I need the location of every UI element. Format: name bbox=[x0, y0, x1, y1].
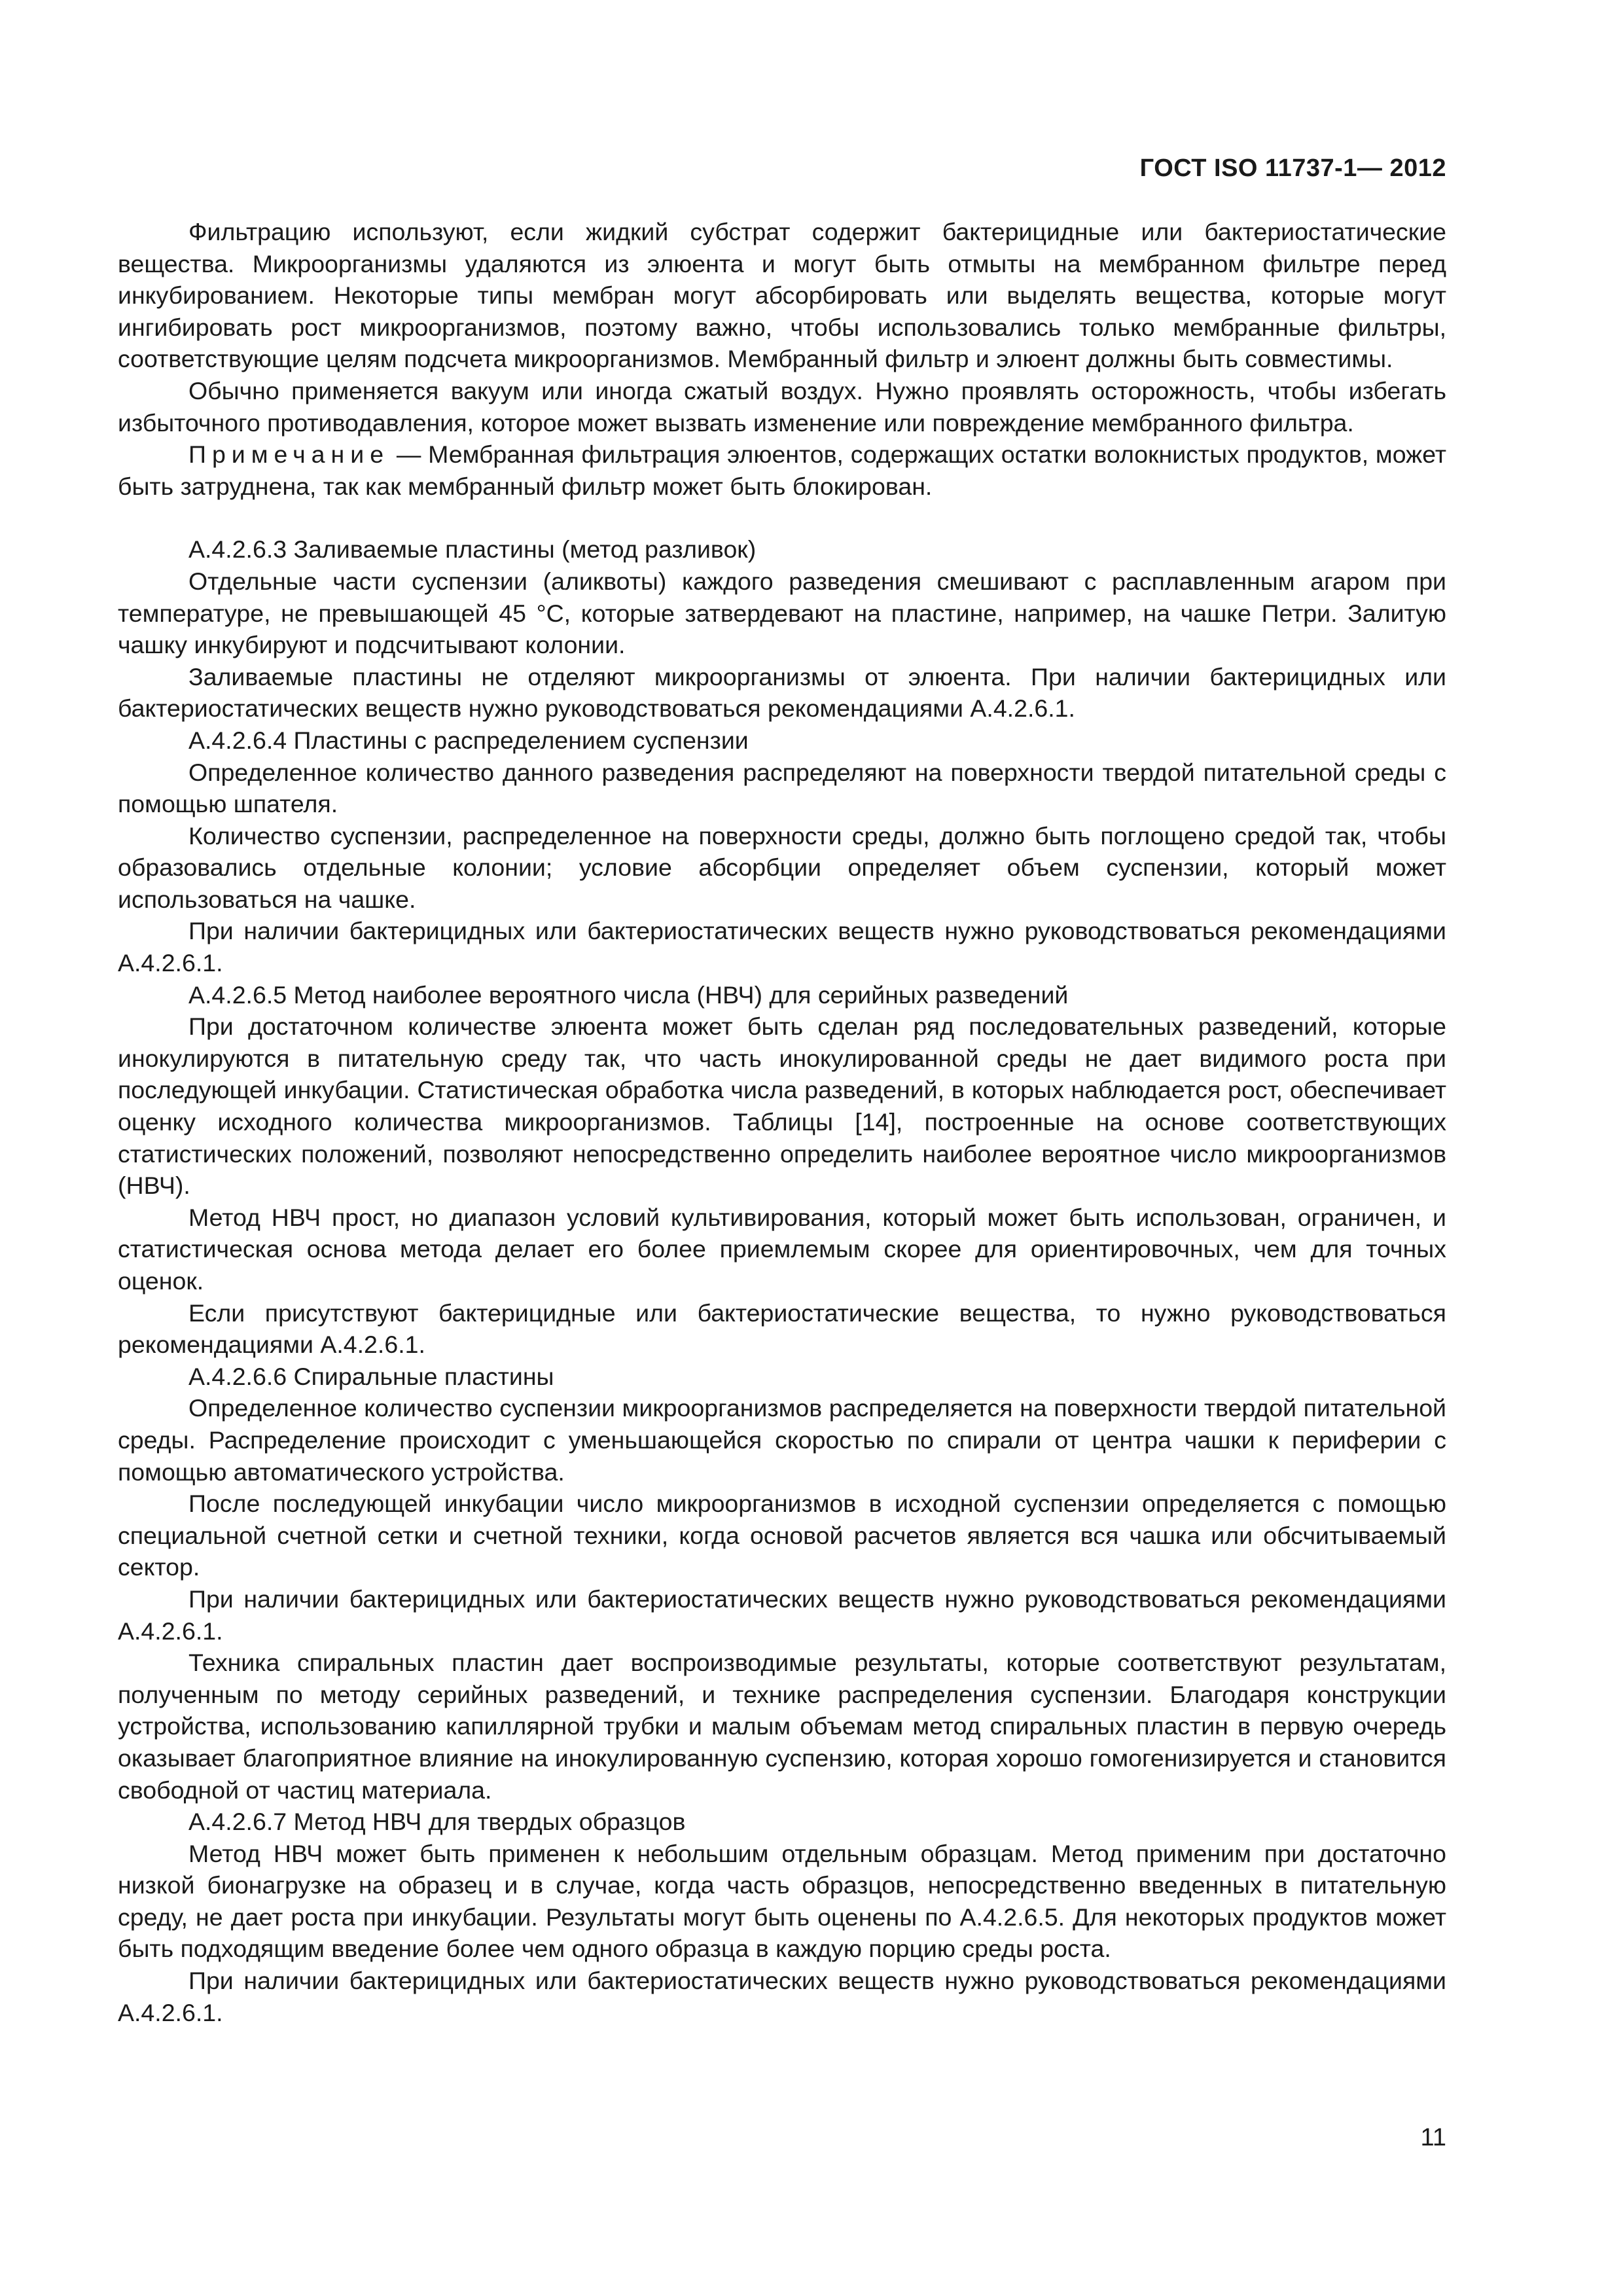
paragraph-spread-volume: Количество суспензии, распределенное на поверхности среды, должно быть поглощено средой так, чтобы образовались отдельные колонии; условие абсорбции определяет объем суспензии, который может использоваться на чашке. bbox=[118, 821, 1446, 913]
section-heading-a4264: А.4.2.6.4 Пластины с распределением суспензии bbox=[188, 726, 749, 754]
document-header: ГОСТ ISO 11737-1— 2012 bbox=[1139, 154, 1446, 182]
note-label: Примечание bbox=[188, 440, 390, 469]
page-number: 11 bbox=[1420, 2124, 1446, 2151]
section-heading-a4267: А.4.2.6.7 Метод НВЧ для твердых образцов bbox=[188, 1808, 686, 1836]
paragraph-mpn-solid-bactericide: При наличии бактерицидных или бактериостатических веществ нужно руководствоваться рекомендациями А.4.2.6.1. bbox=[118, 1967, 1446, 2026]
section-heading-a4263: А.4.2.6.3 Заливаемые пластины (метод разливок) bbox=[188, 535, 757, 564]
paragraph-vacuum: Обычно применяется вакуум или иногда сжатый воздух. Нужно проявлять осторожность, чтобы избегать избыточного противодавления, которое может вызвать изменение или повреждение мембранного фильтра. bbox=[118, 376, 1446, 437]
paragraph-spiral-distribution: Определенное количество суспензии микроорганизмов распределяется на поверхности твердой питательной среды. Распределение происходит с уменьшающейся скоростью по спирали от центра чашки к периферии с помощью автоматического устройства. bbox=[118, 1394, 1446, 1486]
section-heading-a4265: А.4.2.6.5 Метод наиболее вероятного числа (НВЧ) для серийных разведений bbox=[188, 980, 1069, 1009]
section-gap bbox=[118, 502, 1446, 533]
paragraph-mpn-simple: Метод НВЧ прост, но диапазон условий культивирования, который может быть использован, ограничен, и статистическая основа метода делает его более приемлемым скорее для ориентировочных, чем для точных оценок. bbox=[118, 1203, 1446, 1295]
paragraph-spiral-bactericide: При наличии бактерицидных или бактериостатических веществ нужно руководствоваться рекомендациями А.4.2.6.1. bbox=[118, 1585, 1446, 1645]
section-heading-a4266: А.4.2.6.6 Спиральные пластины bbox=[188, 1362, 554, 1390]
paragraph-filtration: Фильтрацию используют, если жидкий субстрат содержит бактерицидные или бактериостатические вещества. Микроорганизмы удаляются из элюента и могут быть отмыты на мембранном фильтре перед инкубированием. Некоторые типы мембран могут абсорбировать или выделять вещества, которые могут ингибировать рост микроорганизмов, поэтому важно, чтобы использовались только мембранные фильтры, соответствующие целям подсчета микроорганизмов. Мембранный фильтр и элюент должны быть совместимы. bbox=[118, 218, 1446, 373]
paragraph-spiral-technique: Техника спиральных пластин дает воспроизводимые результаты, которые соответствуют результатам, полученным по методу серийных разведений, и технике распределения суспензии. Благодаря конструкции устройства, использованию капиллярной трубки и малым объемам метод спиральных пластин в первую очередь оказывает благоприятное влияние на инокулированную суспензию, которая хорошо гомогенизируется и становится свободной от частиц материала. bbox=[118, 1649, 1446, 1804]
note-text: — Мембранная фильтрация элюентов, содержащих остатки волокнистых продуктов, может быть затруднена, так как мембранный фильтр может быть блокирован. bbox=[118, 440, 1446, 500]
paragraph-pour-plate: Отдельные части суспензии (аликвоты) каждого разведения смешивают с расплавленным агаром при температуре, не превышающей 45 °С, которые затвердевают на пластине, например, на чашке Петри. Залитую чашку инкубируют и подсчитывают колонии. bbox=[118, 567, 1446, 659]
paragraph-spread-bactericide: При наличии бактерицидных или бактериостатических веществ нужно руководствоваться рекомендациями А.4.2.6.1. bbox=[118, 917, 1446, 977]
paragraph-mpn-dilutions: При достаточном количестве элюента может быть сделан ряд последовательных разведений, которые инокулируются в питательную среду так, что часть инокулированной среды не дает видимого роста при последующей инкубации. Статистическая обработка числа разведений, в которых наблюдается рост, обеспечивает оценку исходного количества микроорганизмов. Таблицы [14], построенные на основе соответствующих статистических положений, позволяют непосредственно определить наиболее вероятное число микроорганизмов (НВЧ). bbox=[118, 1013, 1446, 1200]
note-paragraph bbox=[118, 439, 1446, 502]
paragraph-pour-plate-note: Заливаемые пластины не отделяют микроорганизмы от элюента. При наличии бактерицидных или бактериостатических веществ нужно руководствоваться рекомендациями А.4.2.6.1. bbox=[118, 662, 1446, 723]
paragraph-mpn-bactericide: Если присутствуют бактерицидные или бактериостатические вещества, то нужно руководствоваться рекомендациями А.4.2.6.1. bbox=[118, 1299, 1446, 1359]
paragraph-spiral-counting: После последующей инкубации число микроорганизмов в исходной суспензии определяется с помощью специальной счетной сетки и счетной техники, когда основой расчетов является вся чашка или обсчитываемый сектор. bbox=[118, 1490, 1446, 1581]
document-body bbox=[118, 216, 1446, 2028]
paragraph-mpn-solid: Метод НВЧ может быть применен к небольшим отдельным образцам. Метод применим при достаточно низкой бионагрузке на образец и в случае, когда часть образцов, непосредственно введенных в питательную среду, не дает роста при инкубации. Результаты могут быть оценены по А.4.2.6.5. Для некоторых продуктов может быть подходящим введение более чем одного образца в каждую порцию среды роста. bbox=[118, 1839, 1446, 1963]
paragraph-spread-plate: Определенное количество данного разведения распределяют на поверхности твердой питательной среды с помощью шпателя. bbox=[118, 758, 1446, 818]
